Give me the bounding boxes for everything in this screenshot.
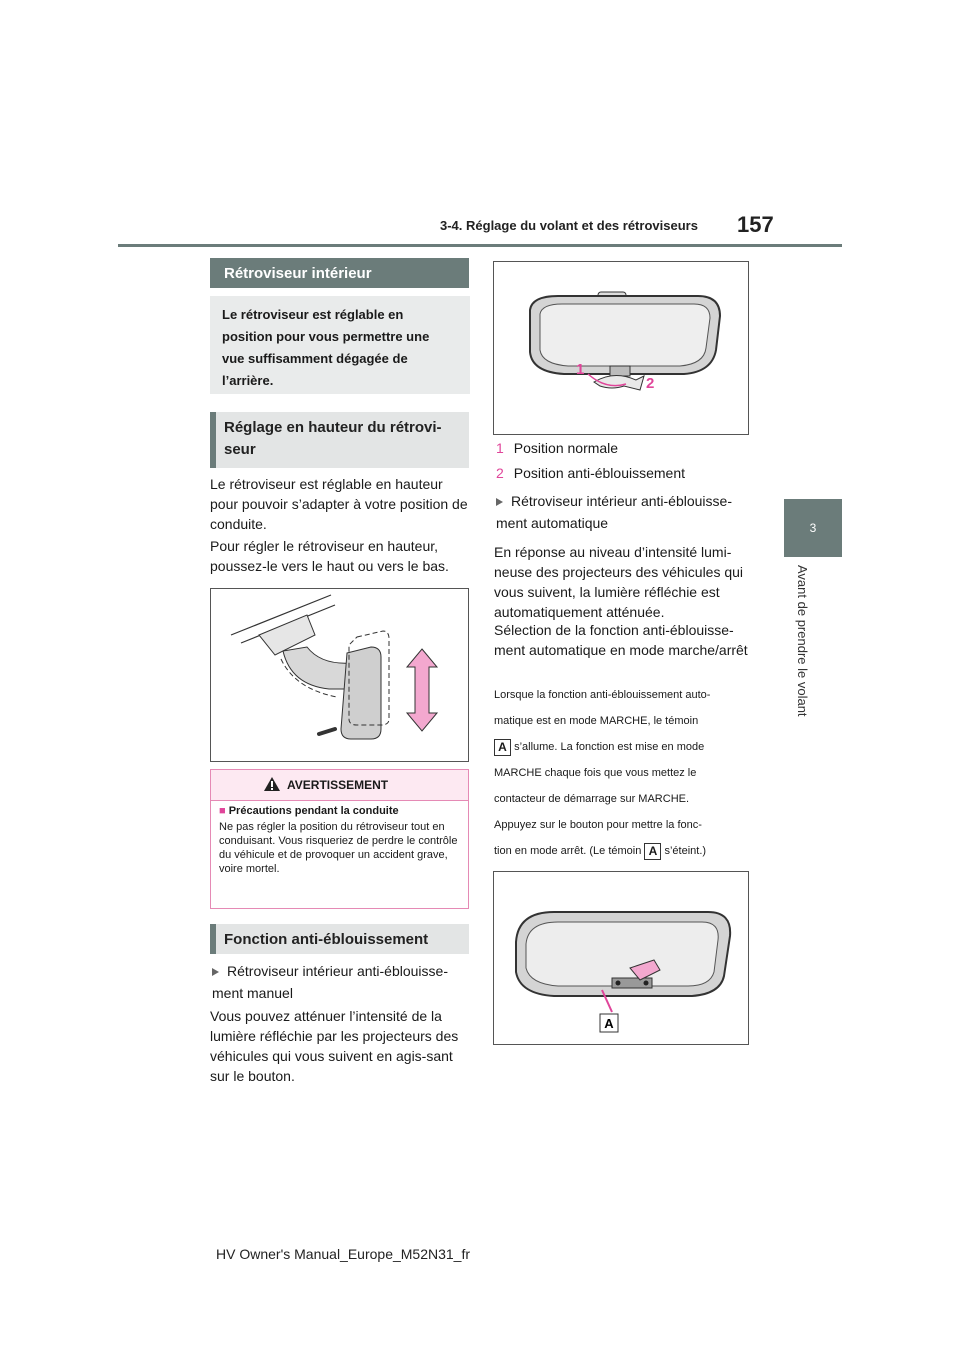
auto-mirror-illustration [494,872,748,1044]
header-rule [118,244,842,247]
warning-subtitle: Précautions pendant la conduite [228,805,399,817]
height-paragraph: Pour régler le rétroviseur en hauteur, poussez-le vers le haut ou vers le bas. [210,538,449,574]
heading-antiglare: Fonction anti-éblouissement [210,924,469,954]
height-paragraph: Le rétroviseur est réglable en hauteur pour pouvoir s’adapter à votre position de conduite. [210,476,468,532]
item-number: 1 [496,440,504,456]
small-line: contacteur de démarrage sur MARCHE. [494,793,690,805]
chapter-label: Avant de prendre le volant [795,565,810,717]
manual-paragraph: Vous pouvez atténuer l’intensité de la lumière réfléchie par les projecteurs des véhicules qui vous suivent en agis-sant sur le bouton. [210,1008,459,1084]
list-item-antiglare [496,463,685,483]
intro-box [210,296,470,394]
auto-bullet-text: Rétroviseur intérieur anti-éblouisse-ment automatique [496,493,732,531]
indicator-a-icon: A [494,739,511,756]
page-number: 157 [737,212,774,237]
small-line: A s’allume. La fonction est mise en mode [494,734,756,760]
warning-header [211,770,468,801]
footer-text: HV Owner's Manual_Europe_M52N31_fr [216,1246,471,1262]
manual-bullet-text: Rétroviseur intérieur anti-éblouisse-ment manuel [212,963,448,1001]
intro-line: Le rétroviseur est réglable en [222,307,404,322]
square-bullet-icon: ■ [219,805,226,817]
auto-paragraph: En réponse au niveau d’intensité lumi-neuse des projecteurs des véhicules qui vous suivent, la lumière réfléchie est automatiquement atténuée. [494,544,744,620]
intro-line: l’arrière. [222,373,274,388]
manual-mirror-illustration [494,262,748,434]
heading-interior-mirror: Rétroviseur intérieur [210,258,469,288]
figure-label-1: 1 [576,361,585,378]
intro-line: position pour vous permettre une [222,329,430,344]
small-notes [494,682,756,864]
figure-auto-mirror [493,871,749,1045]
figure-manual-mirror [493,261,749,435]
chapter-tab: 3 [784,499,842,557]
mirror-height-illustration [211,589,468,761]
warning-box [210,769,469,909]
bullet-arrow-icon [496,498,503,506]
auto-paragraph: Sélection de la fonction anti-éblouisse-ment automatique en mode marche/arrêt [494,622,748,658]
warning-title: AVERTISSEMENT [287,778,389,792]
bullet-arrow-icon [212,968,219,976]
small-line: matique est en mode MARCHE, le témoin [494,715,699,727]
indicator-a-icon: A [644,843,661,860]
section-title: 3-4. Réglage du volant et des rétroviseurs [440,218,698,233]
figure-label-2: 2 [646,375,655,392]
item-text: Position anti-éblouissement [513,465,686,481]
figure-label-a: A [604,1016,614,1031]
warning-subtitle-row [219,805,460,817]
warning-triangle-icon [263,776,281,792]
intro-line: vue suffisamment dégagée de [222,351,408,366]
heading-height-adjust: Réglage en hauteur du rétrovi-seur [210,412,469,468]
list-item-normal [496,438,618,458]
item-text: Position normale [513,440,619,456]
item-number: 2 [496,465,504,481]
small-line: Lorsque la fonction anti-éblouissement auto- [494,689,711,701]
small-line: tion en mode arrêt. (Le témoin A s’éteint.) [494,843,707,858]
figure-height-adjust [210,588,469,762]
manual-bullet [212,960,470,1004]
warning-body: Ne pas régler la position du rétroviseur tout en conduisant. Vous risqueriez de perdre le contrôle du véhicule et de provoquer un accident grave, voire mortel. [219,821,458,875]
small-line: Appuyez sur le bouton pour mettre la fonc- [494,819,702,831]
auto-bullet [496,490,752,534]
small-line: MARCHE chaque fois que vous mettez le [494,767,697,779]
